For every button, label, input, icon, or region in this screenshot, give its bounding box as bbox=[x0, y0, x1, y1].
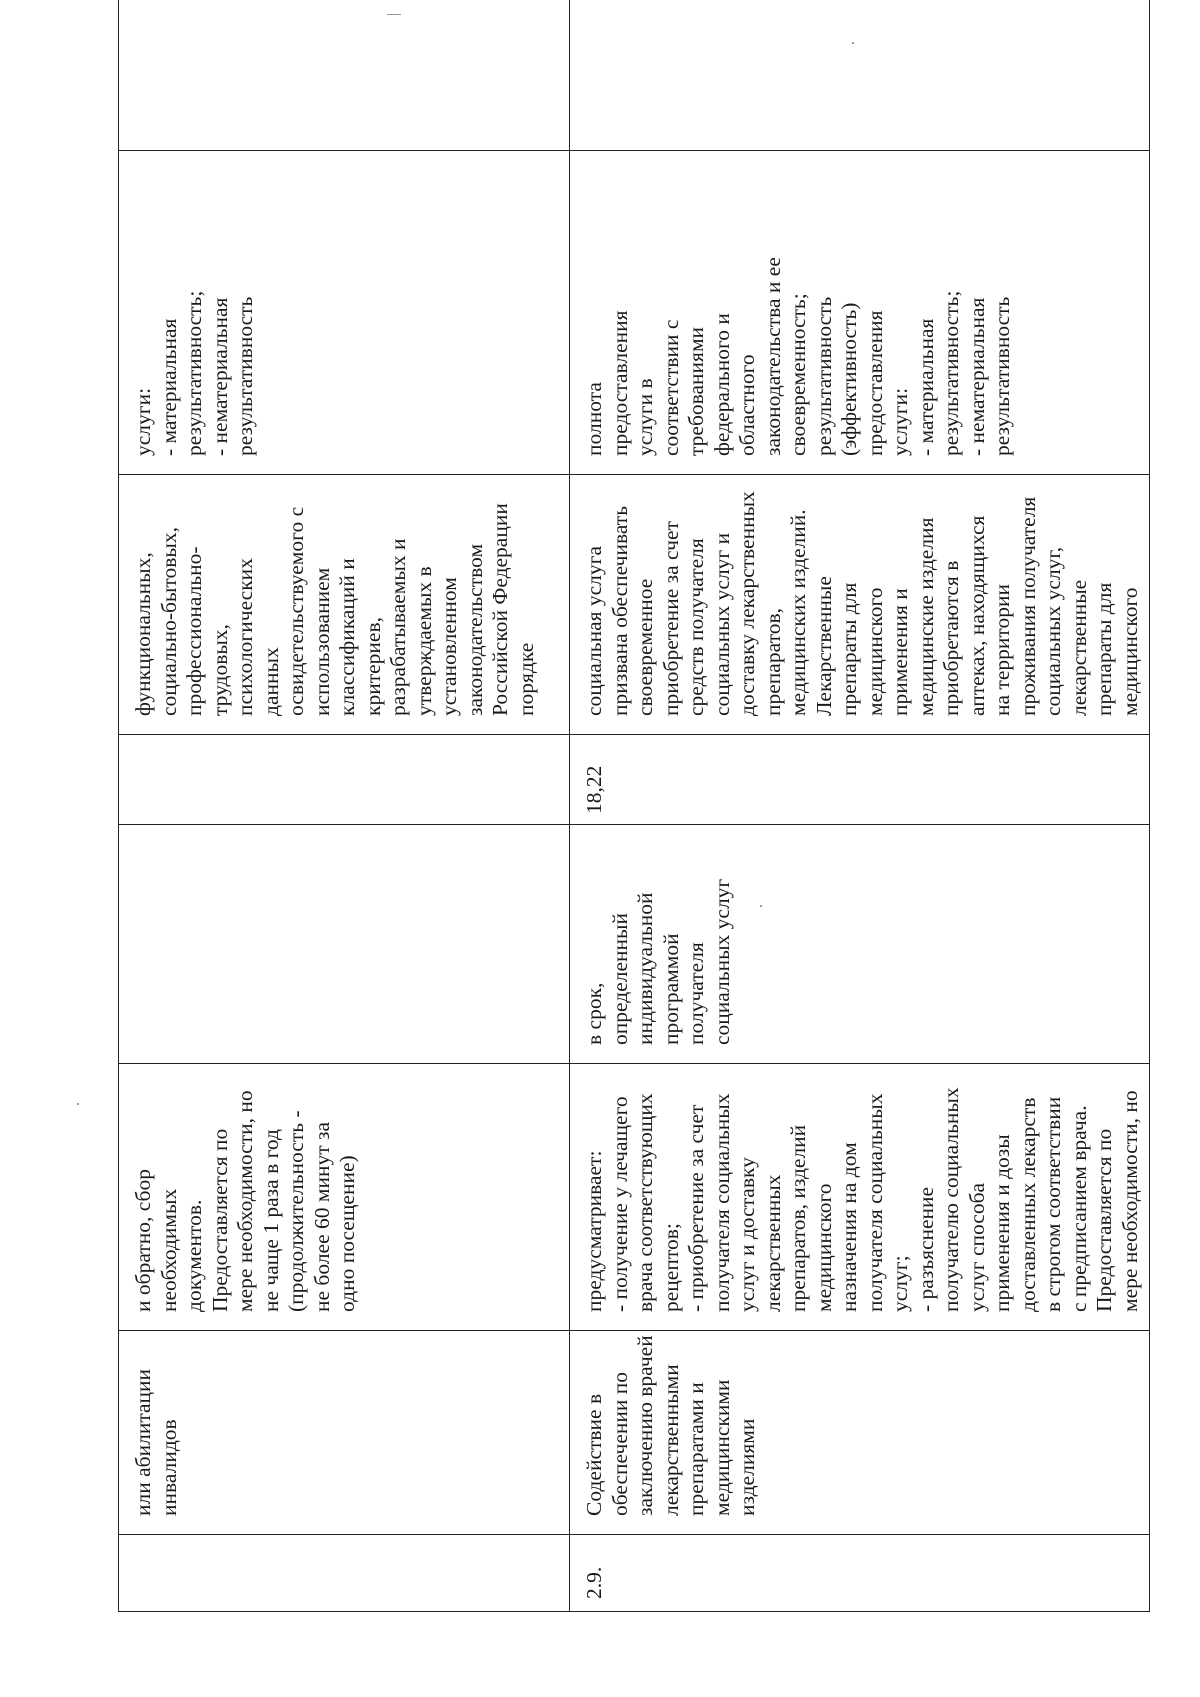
text-line: приобретение за счет bbox=[658, 521, 683, 716]
text-line: медицинского bbox=[811, 1183, 836, 1312]
cell-rate: 18,22 bbox=[570, 735, 1150, 825]
cell-indicators bbox=[119, 475, 570, 735]
text-line: не чаще 1 раза в год bbox=[258, 1129, 283, 1312]
text-line: услуг и доставку bbox=[735, 1157, 759, 1312]
text-line: получателя социальных bbox=[862, 1093, 887, 1312]
text-line: препаратов, изделий bbox=[786, 1124, 810, 1312]
text-line: - нематериальная bbox=[207, 297, 232, 456]
text-line: результативность bbox=[811, 296, 836, 456]
text-line: - получение у лечащего bbox=[607, 1096, 632, 1312]
text-line: проживания получателя bbox=[1015, 496, 1040, 716]
text-line: медицинские изделия bbox=[913, 517, 938, 716]
text-line: результативность; bbox=[939, 290, 963, 456]
text-line: использованием bbox=[309, 567, 334, 716]
text-line: разрабатываемых и bbox=[386, 538, 410, 716]
text-line: социальная услуга bbox=[582, 545, 606, 716]
text-line: результативность; bbox=[182, 290, 206, 456]
text-line: программой bbox=[658, 933, 683, 1045]
cell-conditions bbox=[570, 0, 1150, 151]
text-line: предоставления bbox=[607, 310, 632, 456]
text-line: документов. bbox=[182, 1199, 206, 1312]
text-line: доставку лекарственных bbox=[735, 491, 759, 716]
text-line: порядке bbox=[513, 642, 538, 716]
text-line: утверждаемых в bbox=[411, 566, 436, 716]
text-line: Предоставляется по bbox=[207, 1128, 232, 1312]
text-line: медицинских изделий. bbox=[786, 509, 810, 716]
text-line: мере необходимости, но bbox=[233, 1090, 257, 1312]
text-line: назначения на дом bbox=[837, 1142, 861, 1312]
services-table bbox=[118, 0, 1150, 1612]
text-line: инвалидов bbox=[156, 1419, 181, 1516]
cell-indicators bbox=[570, 475, 1150, 735]
text-line: услуги: bbox=[888, 387, 912, 456]
text-line: в срок, bbox=[582, 982, 606, 1045]
text-line: социально-бытовых, bbox=[156, 527, 181, 716]
text-line: медицинского bbox=[862, 587, 887, 716]
text-line: медицинского bbox=[1117, 587, 1142, 716]
text-line: предусматривает: bbox=[582, 1150, 606, 1312]
rotated-page bbox=[118, 102, 1140, 1612]
text-line: средств получателя bbox=[684, 538, 708, 716]
text-line: аптеках, находящихся bbox=[964, 515, 989, 716]
text-line: функциональных, bbox=[131, 552, 155, 716]
scan-mark-left bbox=[77, 1103, 79, 1105]
text-line: - приобретение за счет bbox=[684, 1104, 708, 1312]
text-line: применения и bbox=[888, 588, 912, 716]
text-line: предоставления bbox=[862, 310, 887, 456]
text-line: или абилитации bbox=[131, 1368, 155, 1516]
text-line: мере необходимости, но bbox=[1117, 1090, 1142, 1312]
text-line: психологических bbox=[233, 558, 257, 716]
text-line: своевременное bbox=[633, 578, 657, 716]
text-line: (эффективность) bbox=[837, 302, 861, 456]
text-line: услуги: bbox=[131, 387, 155, 456]
text-line: - разъяснение bbox=[913, 1186, 938, 1312]
text-line: медицинскими bbox=[709, 1379, 734, 1516]
text-line: установленном bbox=[437, 577, 461, 716]
cell-rate bbox=[119, 735, 570, 825]
text-line: одно посещение) bbox=[335, 1155, 359, 1312]
text-line: получателя bbox=[684, 942, 708, 1045]
cell-service-name bbox=[119, 1331, 570, 1535]
text-line: услуги в bbox=[633, 378, 657, 456]
table-row-continuation bbox=[119, 0, 570, 1612]
text-line: услуг; bbox=[888, 1255, 912, 1312]
text-line: (продолжительность - bbox=[284, 1110, 308, 1312]
text-line: применения и дозы bbox=[990, 1134, 1014, 1312]
text-line: лекарственными bbox=[658, 1364, 683, 1516]
text-line: на территории bbox=[990, 584, 1014, 716]
cell-description bbox=[119, 1064, 570, 1331]
text-line: Российской Федерации bbox=[488, 503, 512, 716]
text-line: врача соответствующих bbox=[633, 1093, 657, 1312]
cell-evaluation bbox=[570, 151, 1150, 475]
text-line: - материальная bbox=[913, 318, 938, 456]
text-line: Лекарственные bbox=[811, 576, 836, 716]
text-line: социальных услуг bbox=[709, 878, 734, 1045]
text-line: результативность bbox=[233, 296, 257, 456]
text-line: рецептов; bbox=[658, 1223, 683, 1312]
text-line: доставленных лекарств bbox=[1015, 1097, 1040, 1312]
text-line: требованиями bbox=[684, 326, 708, 456]
text-line: в строгом соответствии bbox=[1041, 1096, 1065, 1312]
text-line: призвана обеспечивать bbox=[607, 505, 632, 716]
text-line: с предписанием врача. bbox=[1066, 1105, 1091, 1312]
text-line: законодательством bbox=[462, 543, 487, 716]
text-line: профессионально- bbox=[182, 546, 206, 716]
text-line: социальных услуг, bbox=[1041, 546, 1065, 716]
text-line: Предоставляется по bbox=[1092, 1128, 1116, 1312]
cell-evaluation bbox=[119, 151, 570, 475]
cell-number: 2.9. bbox=[570, 1535, 1150, 1612]
text-line: услуг способа bbox=[964, 1182, 989, 1312]
text-line: результативность bbox=[990, 296, 1014, 456]
text-line: индивидуальной bbox=[633, 892, 657, 1045]
cell-term bbox=[570, 825, 1150, 1064]
cell-term bbox=[119, 825, 570, 1064]
text-line: областного bbox=[735, 354, 759, 456]
text-line: обеспечении по bbox=[607, 1371, 632, 1516]
text-line: приобретаются в bbox=[939, 560, 963, 716]
text-line: препараты для bbox=[1092, 582, 1116, 716]
cell-number bbox=[119, 1535, 570, 1612]
text-line: лекарственных bbox=[760, 1174, 785, 1312]
text-line: данных bbox=[258, 647, 283, 716]
text-line: полнота bbox=[582, 382, 606, 456]
text-line: и обратно, сбор bbox=[131, 1169, 155, 1312]
text-line: необходимых bbox=[156, 1188, 181, 1312]
cell-service-name bbox=[570, 1331, 1150, 1535]
text-line: соответствии с bbox=[658, 319, 683, 456]
text-line: изделиями bbox=[735, 1418, 759, 1516]
text-line: заключению врачей bbox=[633, 1335, 657, 1516]
text-line: - материальная bbox=[156, 318, 181, 456]
table-row-2-9 bbox=[570, 0, 1150, 1612]
text-line: получателю социальных bbox=[939, 1087, 963, 1312]
text-line: своевременность; bbox=[786, 293, 810, 456]
text-line: трудовых, bbox=[207, 624, 232, 716]
text-line: социальных услуг и bbox=[709, 532, 734, 716]
text-line: лекарственные bbox=[1066, 579, 1091, 716]
text-line: освидетельствуемого с bbox=[284, 506, 308, 716]
text-line: классификаций и bbox=[335, 558, 359, 716]
cell-conditions bbox=[119, 0, 570, 151]
text-line: препаратами и bbox=[684, 1382, 708, 1516]
text-line: определенный bbox=[607, 913, 632, 1045]
text-line: федерального и bbox=[709, 313, 734, 456]
text-line: препаратов, bbox=[760, 608, 785, 716]
cell-description bbox=[570, 1064, 1150, 1331]
text-line: не более 60 минут за bbox=[309, 1121, 334, 1312]
text-line: препараты для bbox=[837, 582, 861, 716]
text-line: получателя социальных bbox=[709, 1093, 734, 1312]
text-line: законодательства и ее bbox=[760, 257, 785, 456]
text-line: - нематериальная bbox=[964, 297, 989, 456]
text-line: критериев, bbox=[360, 617, 385, 716]
text-line: Содействие в bbox=[582, 1393, 606, 1516]
